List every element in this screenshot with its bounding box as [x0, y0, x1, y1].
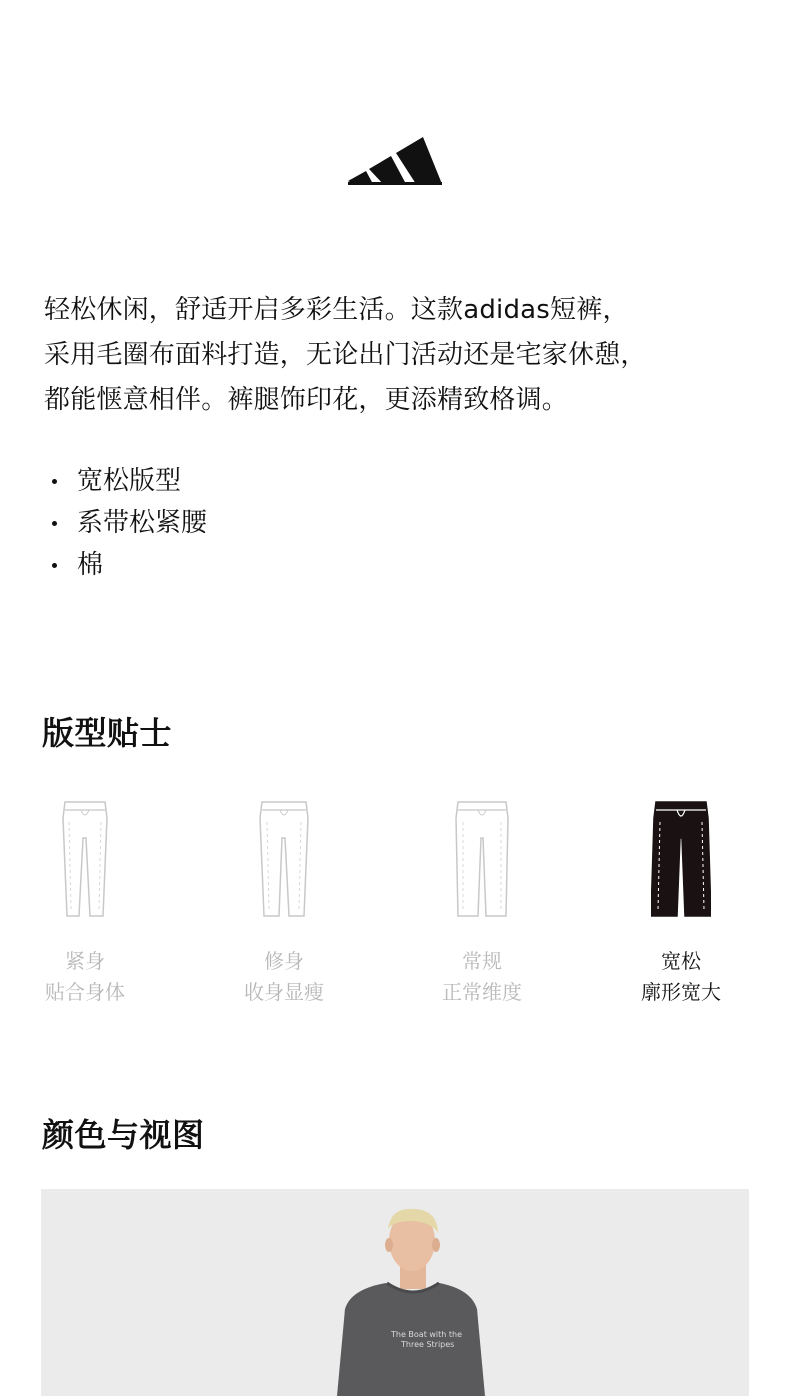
colors-views-title: 颜色与视图 — [42, 1116, 205, 1154]
description-line: 轻松休闲，舒适开启多彩生活。这款adidas短裤， — [44, 295, 629, 325]
adidas-logo-icon — [346, 124, 442, 186]
bullet-icon — [52, 479, 57, 484]
feature-list — [48, 460, 207, 586]
description-line: 采用毛圈布面料打造，无论出门活动还是宅家休憩， — [44, 340, 647, 370]
description-line: 都能惬意相伴。裤腿饰印花，更添精致格调。 — [44, 385, 569, 415]
fit-guide-row — [0, 798, 790, 1008]
regular-pants-icon — [452, 798, 512, 918]
model-photo-image — [41, 1189, 749, 1396]
slim-pants-icon — [254, 798, 314, 918]
fit-option-regular[interactable] — [407, 798, 557, 1008]
bullet-icon — [52, 563, 57, 568]
fit-option-tight[interactable] — [10, 798, 160, 1008]
feature-item: 系带松紧腰 — [48, 502, 207, 544]
fit-option-loose[interactable] — [606, 798, 756, 1008]
fit-desc: 收身显瘦 — [244, 980, 324, 1004]
fit-option-slim[interactable] — [209, 798, 359, 1008]
shirt-print-text: The Boat with the — [391, 1330, 463, 1339]
feature-item: 宽松版型 — [48, 460, 207, 502]
product-description — [44, 288, 754, 423]
fit-desc: 廓形宽大 — [641, 980, 721, 1004]
fit-desc: 贴合身体 — [45, 980, 125, 1004]
fit-name: 紧身 — [65, 949, 105, 973]
fit-name: 宽松 — [661, 949, 701, 973]
loose-pants-icon — [651, 798, 711, 918]
fit-guide-title: 版型贴士 — [42, 714, 173, 752]
fit-name: 常规 — [462, 949, 502, 973]
svg-text:Three Stripes: Three Stripes — [401, 1340, 455, 1349]
tight-pants-icon — [55, 798, 115, 918]
feature-item: 棉 — [48, 544, 207, 586]
bullet-icon — [52, 521, 57, 526]
product-photo[interactable] — [41, 1189, 749, 1396]
fit-desc: 正常维度 — [442, 980, 522, 1004]
fit-name: 修身 — [264, 949, 304, 973]
